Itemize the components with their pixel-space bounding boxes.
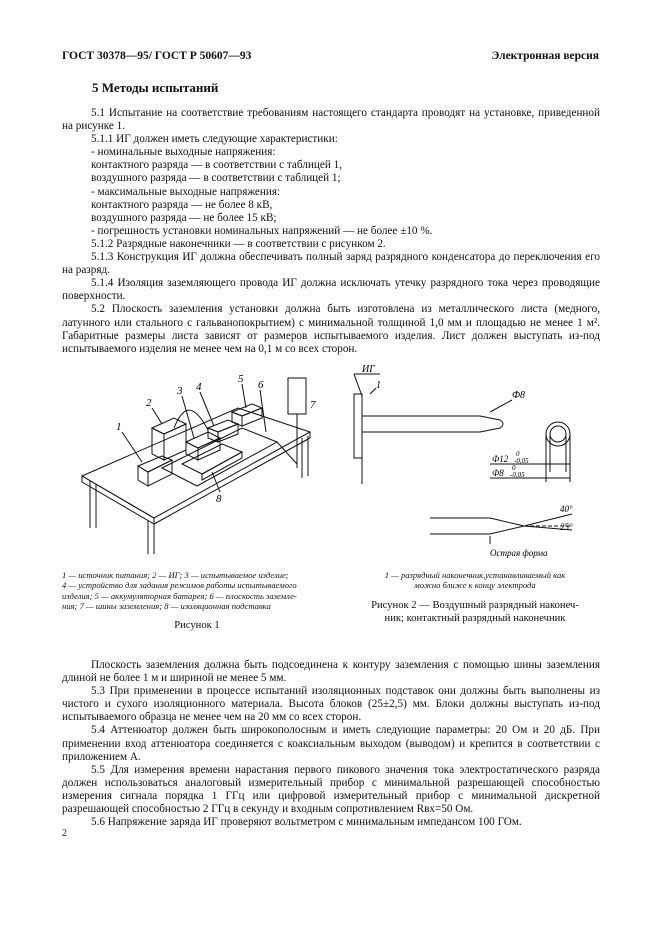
fig2-caption-line-2: ник; контактный разрядный наконечник (384, 612, 566, 624)
fig1-label-8: 8 (216, 493, 222, 505)
figure-2-caption (350, 600, 600, 625)
fig2-angle-25: 25° (560, 522, 573, 532)
fig2-label-ig: ИГ (362, 364, 375, 375)
fig1-legend-line-2: 4 — устройство для задания режимов работы испытываемого (62, 580, 297, 591)
fig2-dim-phi8: Ф8 (512, 390, 526, 401)
fig2-legend-line-2: можно ближе к концу электрода (414, 580, 536, 591)
fig2-label-1: 1 (376, 380, 381, 391)
fig2-tol-phi8b-top: 0 (512, 464, 516, 472)
fig1-label-6: 6 (258, 379, 264, 391)
fig2-caption-line-1: Рисунок 2 — Воздушный разрядный наконеч- (371, 600, 579, 611)
fig2-dim-phi12: Ф12 (492, 454, 509, 464)
paragraph-5-2: 5.2 Плоскость заземления установки должна быть изготовлена из металлического листа (медного, латунного или стального с гальванопокрытием) с минимальной толщиной 1,0 мм и площадью не менее 1 м². Габаритные размеры листа зависят от размеров испытываемого изделия. Лист должен выступать из-под испытываемого изделия не менее чем на 0,1 м со всех сторон. (62, 303, 600, 355)
fig2-sharp-label: Острая форма (490, 548, 548, 558)
list-item-air-max: воздушного разряда — не более 15 кВ; (91, 211, 277, 224)
figure-2-drawing (340, 364, 600, 574)
fig2-tol-phi8b-bottom: -0,05 (510, 471, 525, 479)
list-item-nominal: - номинальные выходные напряжения: (91, 146, 276, 159)
list-item-contact-nominal: контактного разряда — в соответствии с таблицей 1, (91, 159, 343, 172)
fig2-tol-phi12-top: 0 (516, 450, 520, 458)
list-item-max: - максимальные выходные напряжения: (91, 185, 281, 198)
list-item-air-nominal: воздушного разряда — в соответствии с таблицей 1; (91, 172, 341, 185)
fig2-angle-40: 40° (560, 504, 573, 514)
fig1-legend-line-4: ния; 7 — шины заземления; 8 — изоляционная подставка (62, 601, 271, 612)
text-block-1 (62, 107, 600, 356)
fig2-legend-line-1: 1 — разрядный наконечник,устанавливаемый как (384, 570, 566, 580)
list-item-contact-max: контактного разряда — не более 8 кВ, (91, 198, 273, 211)
header-edition: Электронная версия (491, 50, 599, 62)
header-standard-number: ГОСТ 30378—95/ ГОСТ Р 50607—93 (62, 50, 252, 62)
fig1-label-3: 3 (177, 385, 183, 397)
paragraph-5-1: 5.1 Испытание на соответствие требованиям настоящего стандарта проводят на установке, приведенной на рисунке 1. (62, 107, 600, 133)
fig1-label-7: 7 (310, 399, 316, 411)
paragraph-5-3: 5.3 При применении в процессе испытаний изоляционных подставок они должны быть выполнены из чистого и сухого изоляционного материала. Высота блоков (25±2,5) мм. Блоки должны выступать из-под испытываемого образца не менее чем на 20 мм со всех сторон. (62, 685, 600, 724)
paragraph-5-4: 5.4 Аттенюатор должен быть широкополосным и иметь следующие параметры: 20 Ом и 20 дБ. При применении вход аттенюатора соединяется с коаксиальным выходом (выводом) и крепится в соответствии с приложением А. (62, 724, 600, 763)
paragraph-5-1-2: 5.1.2 Разрядные наконечники — в соответствии с рисунком 2. (91, 237, 386, 250)
figure-2-legend (350, 570, 600, 591)
paragraph-5-5: 5.5 Для измерения времени нарастания первого пикового значения тока электростатического разряда должен использоваться аналоговый измерительный прибор с минимальной разрешающей способностью измерения сигнала порядка 1 ГГц или цифровой измерительный прибор с минимальной дискретной разрешающей способностью 2 ГГц в секунду и входным сопротивлением Rвх=50 Ом. (62, 763, 600, 816)
fig1-legend-line-3: изделия; 5 — аккумуляторная батарея; 6 — плоскость заземле- (62, 590, 297, 601)
fig2-tol-phi12-bottom: -0,05 (514, 457, 529, 465)
paragraph-5-1-4: 5.1.4 Изоляция заземляющего провода ИГ должна исключать утечку разрядного тока через проводящие поверхности. (62, 277, 600, 303)
figure-1-drawing (62, 368, 332, 563)
figure-1-legend (62, 570, 332, 612)
page-number: 2 (62, 828, 67, 839)
fig2-dim-phi8b: Ф8 (492, 468, 504, 478)
section-title: 5 Методы испытаний (92, 80, 219, 95)
fig1-label-1: 1 (116, 421, 122, 433)
fig1-label-2: 2 (146, 397, 152, 409)
text-block-2 (62, 659, 600, 829)
fig1-legend-line-1: 1 — источник питания; 2 — ИГ; 3 — испытываемое изделие; (62, 570, 289, 580)
list-item-tolerance: - погрешность установки номинальных напряжений — не более ±10 %. (91, 224, 433, 237)
fig1-label-5: 5 (238, 373, 244, 385)
figure-1-caption: Рисунок 1 (174, 620, 220, 631)
paragraph-5-1-3: 5.1.3 Конструкция ИГ должна обеспечивать полный заряд разрядного конденсатора до переключения его на разряд. (62, 251, 600, 277)
paragraph-grounding: Плоскость заземления должна быть подсоединена к контуру заземления с помощью шины заземления длиной не более 1 м и шириной не менее 5 мм. (62, 659, 600, 685)
fig1-label-4: 4 (196, 381, 202, 393)
paragraph-5-6: 5.6 Напряжение заряда ИГ проверяют вольтметром с минимальным импедансом 100 ГОм. (91, 816, 522, 829)
paragraph-5-1-1: 5.1.1 ИГ должен иметь следующие характеристики: (91, 133, 338, 146)
